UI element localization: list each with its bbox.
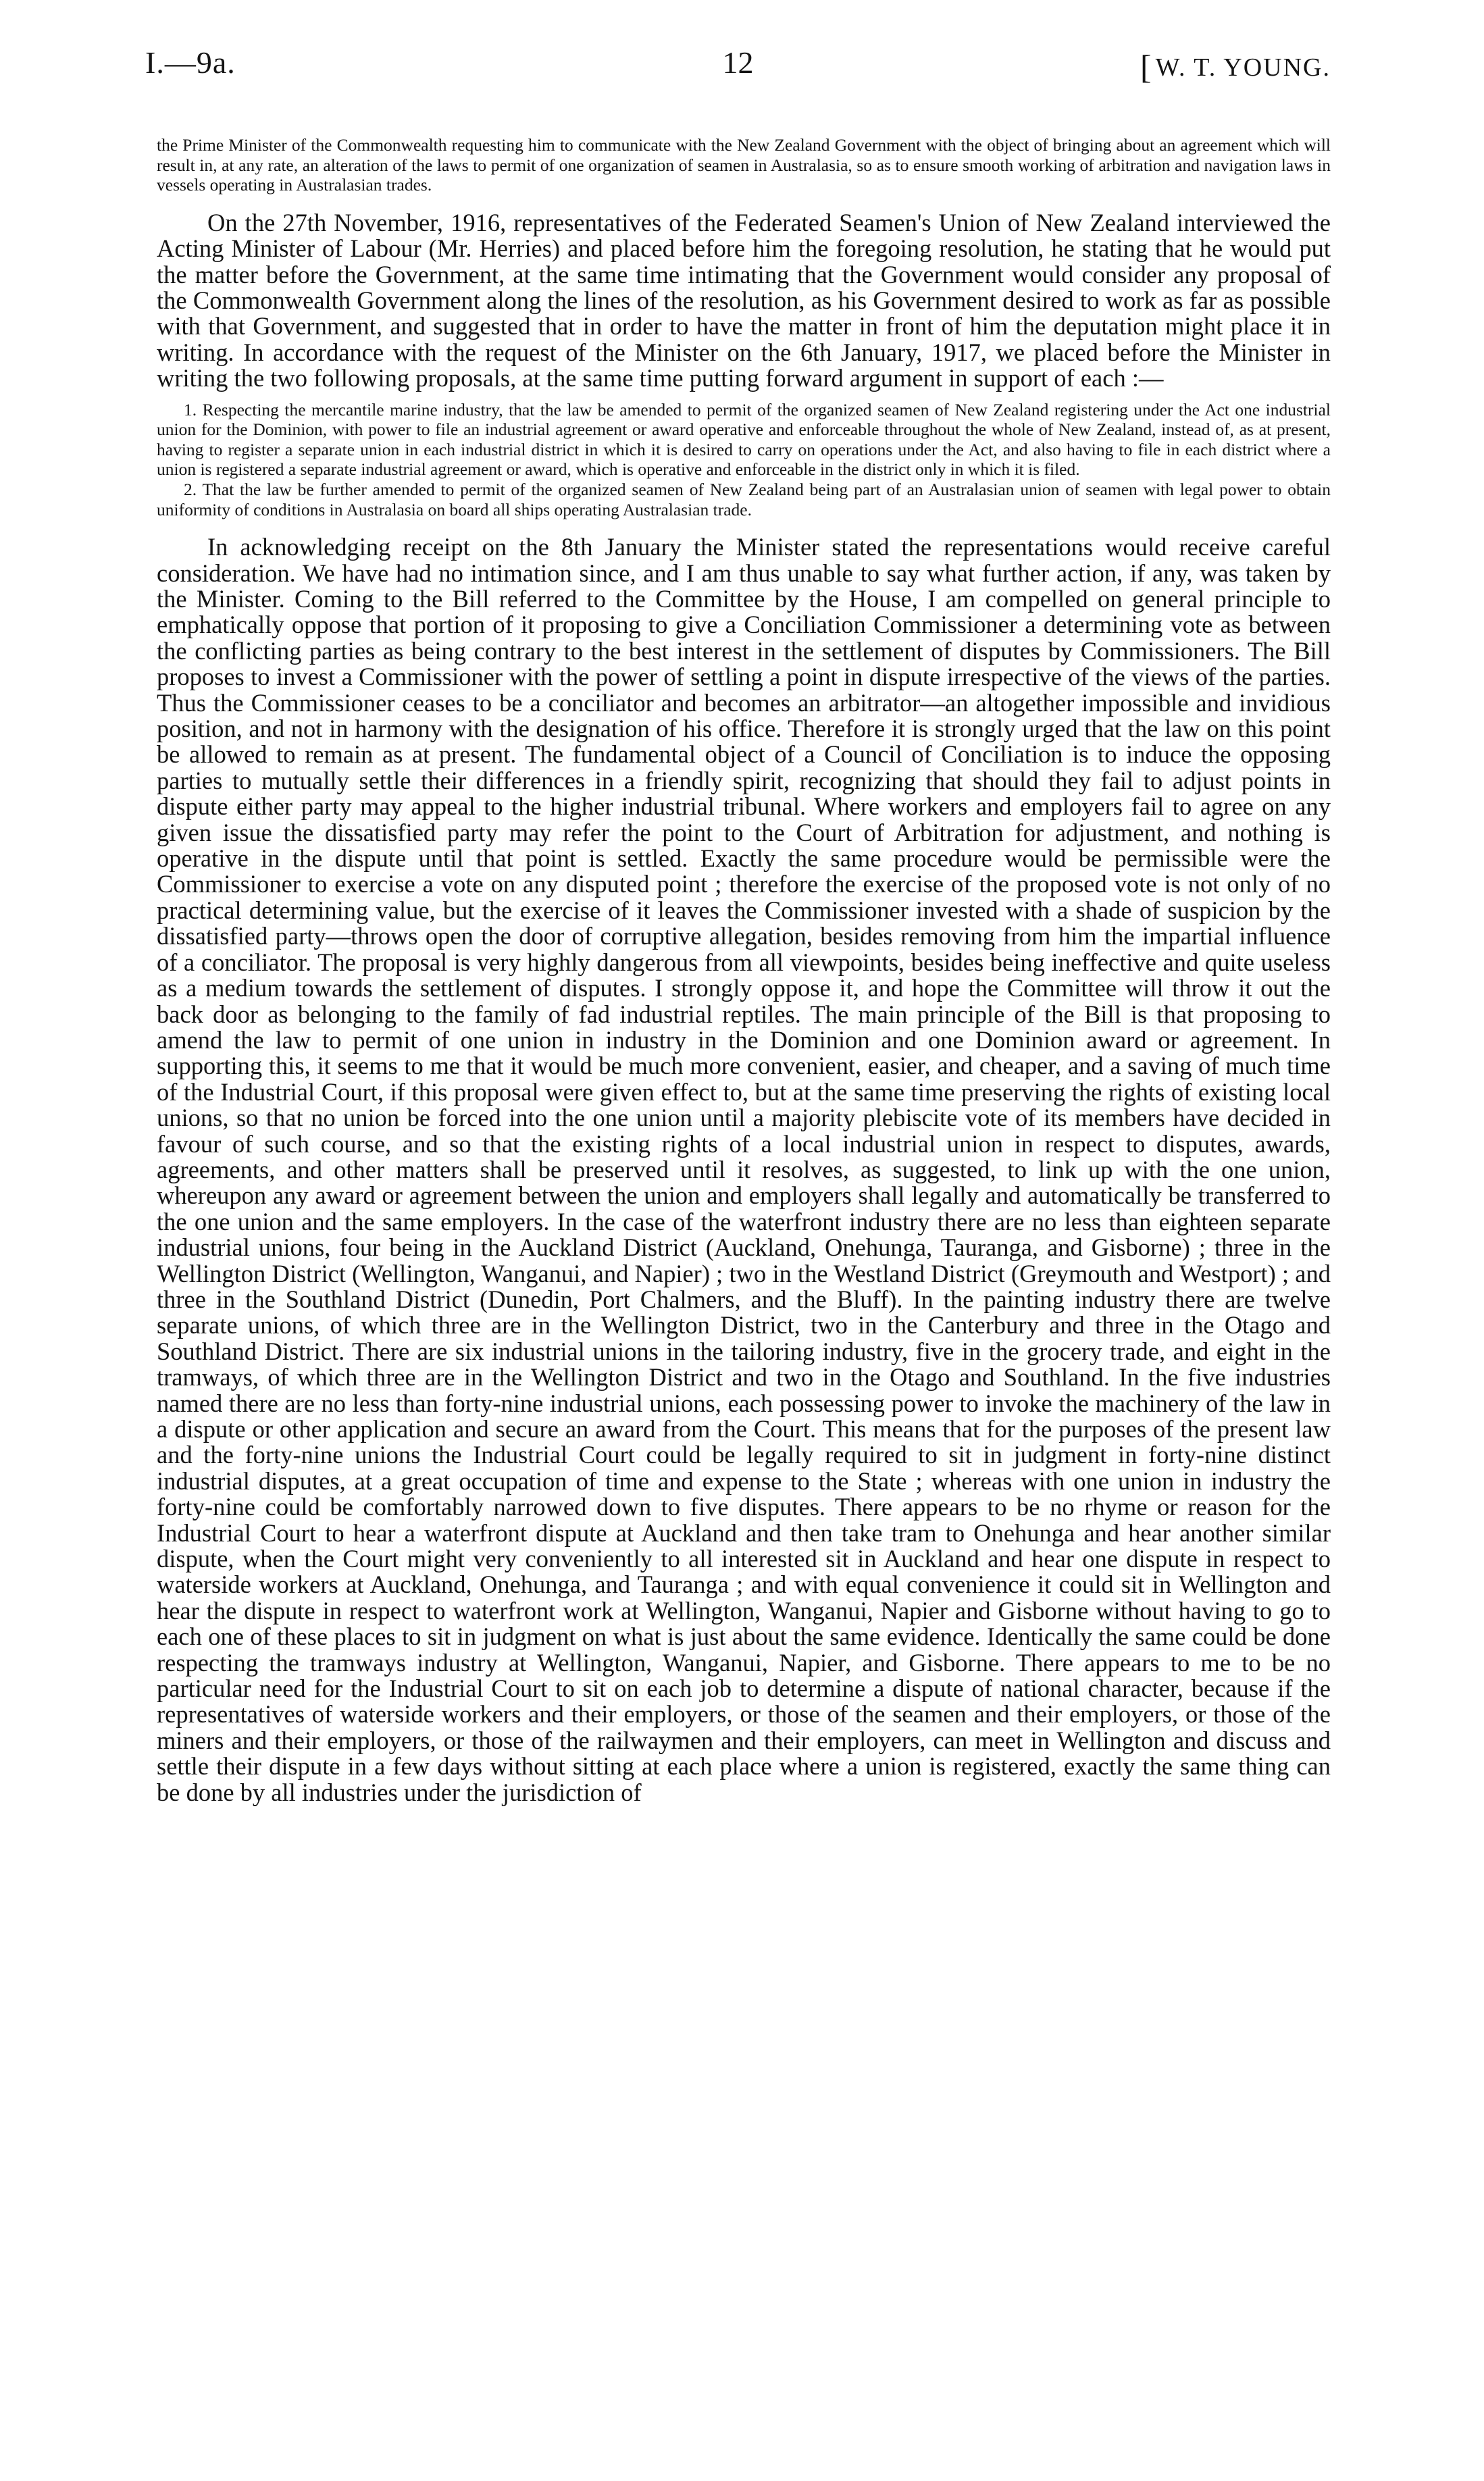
- speaker-name-wrap: [1140, 45, 1331, 84]
- paragraph-main-argument: In acknowledging receipt on the 8th January the Minister stated the representations would receive careful consideration. We have had no intimation since, and I am thus unable to say what further action, if any, was taken by the Minister. Coming to the Bill referred to the Committee by the House, I am compelled on general principle to emphatically oppose that portion of it proposing to give a Conciliation Commissioner a determining vote as between the conflicting parties as being contrary to the best interest in the settlement of disputes by Commissioners. The Bill proposes to invest a Commissioner with the power of settling a point in dispute irrespective of the views of the parties. Thus the Commissioner ceases to be a conciliator and becomes an arbitrator—an altogether impossible and invidious position, and not in harmony with the designation of his office. Therefore it is strongly urged that the law on this point be allowed to remain as at present. The fundamental object of a Council of Conciliation is to induce the opposing parties to mutually settle their differences in a friendly spirit, recognizing that should they fail to adjust points in dispute either party may appeal to the higher industrial tribunal. Where workers and employers fail to agree on any given issue the dissatisfied party may refer the point to the Court of Arbitration for adjustment, and nothing is operative in the dispute until that point is settled. Exactly the same procedure would be permissible were the Commissioner to exercise a vote on any disputed point ; therefore the exercise of the proposed vote is not only of no practical determining value, but the exercise of it leaves the Commissioner invested with a shade of suspicion by the dissatisfied party—throws open the door of corruptive allegation, besides removing from him the impartial influence of a conciliator. The proposal is very highly dangerous from all viewpoints, besides being ineffective and quite useless as a medium towards the settlement of disputes. I strongly oppose it, and hope the Committee will throw it out the back door as belonging to the family of fad industrial reptiles. The main principle of the Bill is that proposing to amend the law to permit of one union in industry in the Dominion and one Dominion award or agreement. In supporting this, it seems to me that it would be much more convenient, easier, and cheaper, and a saving of much time of the Industrial Court, if this proposal were given effect to, but at the same time preserving the rights of existing local unions, so that no union be forced into the one union until a majority plebiscite vote of its members have decided in favour of such course, and so that the existing rights of a local industrial union in respect to disputes, awards, agreements, and other matters shall be preserved until it resolves, as suggested, to link up with the one union, whereupon any award or agreement between the union and employers shall legally and automatically be transferred to the one union and the same employers. In the case of the waterfront industry there are no less than eighteen separate industrial unions, four being in the Auckland District (Auckland, Onehunga, Tauranga, and Gisborne) ; three in the Wellington District (Wellington, Wanganui, and Napier) ; two in the Westland District (Greymouth and Westport) ; and three in the Southland District (Dunedin, Port Chalmers, and the Bluff). In the painting industry there are twelve separate unions, of which three are in the Wellington District, two in the Canterbury and three in the Otago and Southland District. There are six industrial unions in the tailoring industry, five in the grocery trade, and eight in the tramways, of which three are in the Wellington District and two in the Otago and Southland. In the five industries named there are no less than forty-nine industrial unions, each possessing power to invoke the machinery of the law in a dispute or other application and secure an award from the Court. This means that for the purposes of the present law and the forty-nine unions the Industrial Court could be legally required to sit in judgment in forty-nine distinct industrial disputes, at a great occupation of time and expense to the State ; whereas with one union in industry the forty-nine could be comfortably narrowed down to five disputes. There appears to be no rhyme or reason for the Industrial Court to hear a waterfront dispute at Auckland and then take tram to Onehunga and hear another similar dispute, when the Court might very conveniently to all interested sit in Auckland and hear one dispute in respect to waterside workers at Auckland, Onehunga, and Tauranga ; and with equal convenience it could sit in Wellington and hear the dispute in respect to waterfront work at Wellington, Wanganui, Napier and Gisborne without having to go to each one of these places to sit in judgment on what is just about the same evidence. Identically the same could be done respecting the tramways industry at Wellington, Wanganui, Napier, and Gisborne. There appears to me to be no particular need for the Industrial Court to sit on each job to determine a dispute of national character, because if the representatives of waterside workers and their employers, or those of the seamen and their employers, or those of the miners and their employers, or those of the railwaymen and their employers, can meet in Wellington and discuss and settle their dispute in a few days without sitting at each place where a union is registered, exactly the same thing can be done by all industries under the jurisdiction of: [157, 533, 1331, 1806]
- proposal-item: 2. That the law be further amended to permit of the organized seamen of New Zealand being part of an Australasian union of seamen with legal power to obtain uniformity of conditions in Australasia on board all ships operating Australasian trade.: [157, 480, 1331, 519]
- proposal-item: 1. Respecting the mercantile marine industry, that the law be amended to permit of the organized seamen of New Zealand registering under the Act one industrial union for the Dominion, with power to file an industrial agreement or award operative and enforceable throughout the whole of New Zealand, instead of, as at present, having to register a separate union in each industrial district in which it is desired to carry on operations under the Act, and also having to file in each district where a union is registered a separate industrial agreement or award, which is operative and enforceable in the district only in which it is filed.: [157, 399, 1331, 480]
- page-number: 12: [722, 45, 754, 80]
- paragraph-deputation: On the 27th November, 1916, representatives of the Federated Seamen's Union of New Zealand interviewed the Acting Minister of Labour (Mr. Herries) and placed before him the foregoing resolution, he stating that he would put the matter before the Government, at the same time intimating that the Government would consider any proposal of the Commonwealth Government along the lines of the resolution, as his Government desired to work as far as possible with that Government, and suggested that in order to have the matter in front of him the deputation might place it in writing. In accordance with the request of the Minister on the 6th January, 1917, we placed before the Minister in writing the two following proposals, at the same time putting forward argument in support of each :—: [157, 208, 1331, 392]
- document-reference: I.—9a.: [145, 45, 236, 80]
- body-text: [157, 135, 1331, 1806]
- speaker-name: W. T. YOUNG.: [1155, 53, 1331, 82]
- page-header: [145, 45, 1331, 92]
- bracket-mark: [: [1140, 48, 1153, 86]
- paragraph-continuation: the Prime Minister of the Commonwealth requesting him to communicate with the New Zealand Government with the object of bringing about an agreement which will result in, at any rate, an alteration of the laws to permit of one organization of seamen in Australasia, so as to ensure smooth working of arbitration and navigation laws in vessels operating in Australasian trades.: [157, 135, 1331, 195]
- proposal-list: [157, 400, 1331, 520]
